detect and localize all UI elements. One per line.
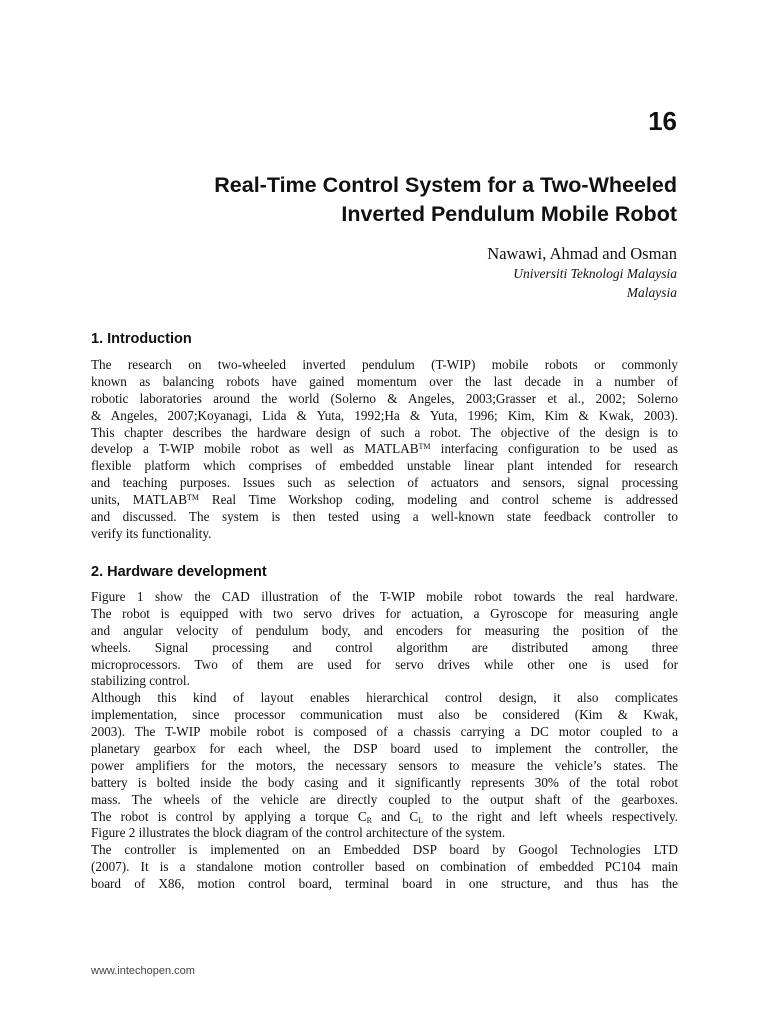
text-line: verify its functionality. [91,525,212,541]
chapter-title-line-1: Real-Time Control System for a Two-Wheeled [214,173,677,197]
text-line [91,441,678,458]
text-line: board of X86, motion control board, terminal board in one structure, and thus has the [91,876,678,892]
text-line: and discussed. The system is then tested using a well-known state feedback controller to [91,509,678,525]
text-line: and teaching purposes. Issues such as selection of actuators and sensors, signal processing [91,475,678,491]
section-heading-hardware: 2. Hardware development [91,564,267,580]
trademark-mark: TM [187,493,199,503]
text-line [91,809,678,826]
text-line: robotic laboratories around the world (Solerno & Angeles, 2003;Grasser et al., 2002; Solerno [91,390,678,406]
text-line: power amplifiers for the motors, the necessary sensors to measure the vehicle’s states. The [91,757,678,773]
text-line: This chapter describes the hardware design of such a robot. The objective of the design is to [91,424,678,440]
text-fragment: units, MATLAB [91,492,187,508]
text-line: flexible platform which comprises of embedded unstable linear plant intended for research [91,458,678,474]
text-line: wheels. Signal processing and control algorithm are distributed among three [91,639,678,655]
text-line: Figure 1 show the CAD illustration of the T-WIP mobile robot towards the real hardware. [91,589,678,604]
footer-url: www.intechopen.com [91,965,195,977]
text-fragment: develop a T-WIP mobile robot as well as MATLAB [91,441,419,457]
chapter-title-line-2: Inverted Pendulum Mobile Robot [341,202,677,226]
text-line: microprocessors. Two of them are used for servo drives while other one is used for [91,656,678,672]
text-fragment: and C [371,808,419,824]
text-line: The robot is equipped with two servo drives for actuation, a Gyroscope for measuring angle [91,605,678,621]
text-line: planetary gearbox for each wheel, the DSP board used to implement the controller, the [91,741,678,757]
text-line: Figure 2 illustrates the block diagram of the control architecture of the system. [91,825,506,841]
text-line: The research on two-wheeled inverted pendulum (T-WIP) mobile robots or commonly [91,357,678,372]
text-line: and angular velocity of pendulum body, and encoders for measuring the position of the [91,622,678,638]
text-line: & Angeles, 2007;Koyanagi, Lida & Yuta, 1992;Ha & Yuta, 1996; Kim, Kim & Kwak, 2003). [91,407,678,423]
text-line: Although this kind of layout enables hierarchical control design, it also complicates [91,690,678,706]
text-line: 2003). The T-WIP mobile robot is composed of a chassis carrying a DC motor coupled to a [91,724,678,740]
text-fragment: to the right and left wheels respectively. [423,808,678,824]
author-university: Universiti Teknologi Malaysia [513,266,677,281]
introduction-paragraph [91,357,678,543]
text-fragment: The robot is control by applying a torque C [91,808,367,824]
chapter-number: 16 [648,106,677,136]
author-names: Nawawi, Ahmad and Osman [487,244,677,263]
hardware-paragraph [91,589,678,893]
text-line: known as balancing robots have gained momentum over the last decade in a number of [91,373,678,389]
section-heading-introduction: 1. Introduction [91,331,192,347]
subscript: L [418,815,424,825]
text-fragment: Real Time Workshop coding, modeling and control scheme is addressed [199,492,678,508]
text-line [91,492,678,509]
subscript: R [366,815,372,825]
chapter-title [77,171,677,229]
text-line: battery is bolted inside the body casing and it significantly represents 30% of the total robot [91,774,678,790]
text-line: stabilizing control. [91,673,190,689]
trademark-mark: TM [418,442,431,452]
author-country: Malaysia [626,285,677,300]
text-line: implementation, since processor communication must also be considered (Kim & Kwak, [91,707,678,723]
text-fragment: interfacing configuration to be used as [430,441,678,457]
text-line: mass. The wheels of the vehicle are directly coupled to the output shaft of the gearboxes. [91,791,678,807]
text-line: (2007). It is a standalone motion controller based on combination of embedded PC104 main [91,859,678,875]
text-line: The controller is implemented on an Embedded DSP board by Googol Technologies LTD [91,842,678,858]
